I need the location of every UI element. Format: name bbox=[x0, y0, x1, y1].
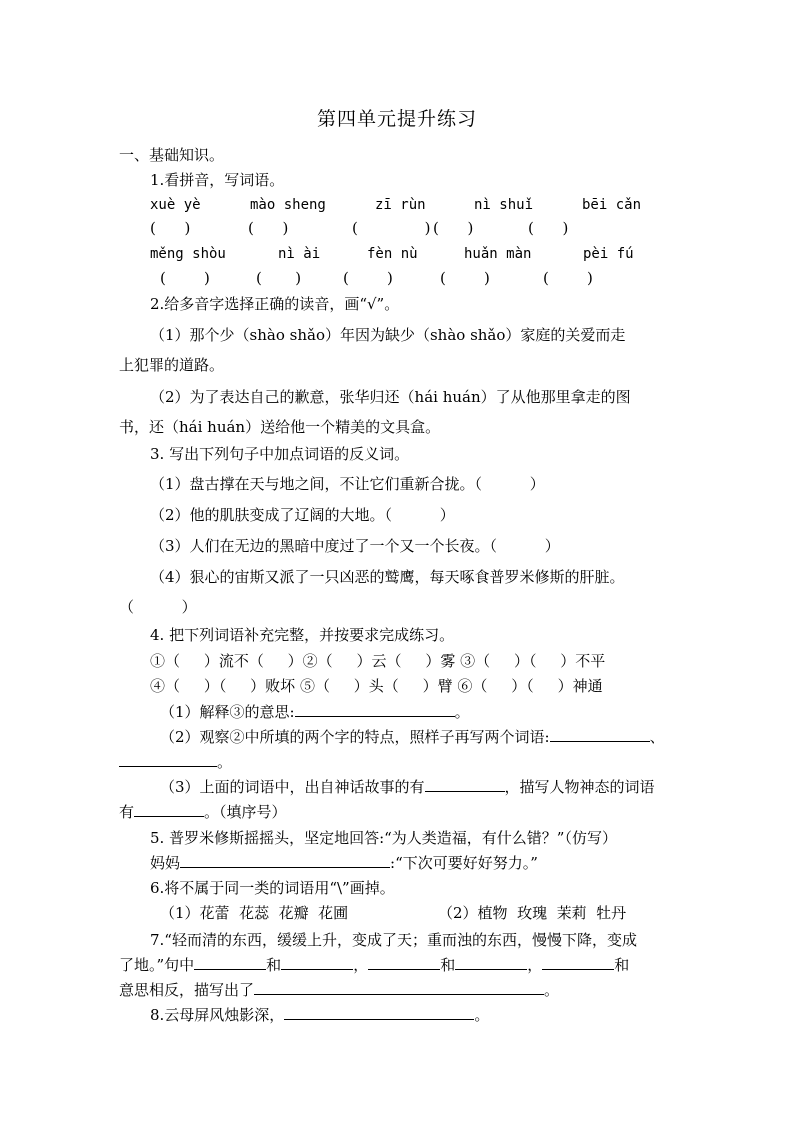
q3-item3: （3）人们在无边的黑暗中度过了一个又一个长夜。（ ） bbox=[150, 537, 560, 555]
answer-paren: ( ) bbox=[352, 219, 431, 237]
q4-idiom-row2: ④（ ）（ ）败坏 ⑤（ ）头（ ）臂 ⑥（ ）（ ）神通 bbox=[150, 677, 603, 695]
q4-sub3-line2: 有 。（填序号） bbox=[119, 803, 287, 821]
q7-line3: 意思相反，描写出了 。 bbox=[119, 981, 560, 999]
q2-item1-line2: 上犯罪的道路。 bbox=[119, 356, 225, 374]
pinyin-ni-shui: nì shuǐ bbox=[474, 197, 534, 213]
answer-paren: ( ) bbox=[150, 219, 191, 237]
q8-line: 8.云母屏风烛影深， 。 bbox=[150, 1006, 490, 1024]
q6-group2: （2）植物 玫瑰 茉莉 牡丹 bbox=[438, 904, 627, 922]
q5-line2: 妈妈 :“下次可要好好努力。” bbox=[150, 854, 538, 872]
answer-paren: ( ) bbox=[343, 269, 393, 287]
q4-sub3: （3）上面的词语中，出自神话故事的有 ，描写人物神态的词语 bbox=[160, 778, 655, 796]
answer-paren: ( ) bbox=[528, 219, 569, 237]
q2-heading: 2.给多音字选择正确的读音，画“√”。 bbox=[150, 295, 400, 313]
q2-item2-line2: 书，还（hái huán）送给他一个精美的文具盒。 bbox=[119, 418, 441, 436]
pinyin-zi-run: zī rùn bbox=[375, 197, 426, 213]
pinyin-huan-man: huǎn màn bbox=[464, 246, 532, 262]
q4-sub2: （2）观察②中所填的两个字的特点，照样子再写两个词语: 、 bbox=[160, 728, 665, 746]
q1-heading: 1.看拼音，写词语。 bbox=[150, 171, 285, 189]
pinyin-meng-shou: měng shòu bbox=[150, 246, 226, 262]
pinyin-xue-ye: xuè yè bbox=[150, 197, 201, 213]
q6-group1: （1）花蕾 花蕊 花瓣 花圃 bbox=[160, 904, 349, 922]
section-heading: 一、基础知识。 bbox=[119, 146, 225, 164]
q4-idiom-row1: ①（ ）流不（ ）②（ ）云（ ）雾 ③（ ）（ ）不平 bbox=[150, 652, 606, 670]
q3-item4-line2: （ ） bbox=[119, 598, 197, 616]
q7-line1: 7.“轻而清的东西，缓缓上升，变成了天；重而浊的东西，慢慢下降，变成 bbox=[150, 931, 637, 949]
answer-paren: ( ) bbox=[160, 269, 210, 287]
pinyin-pei-fu: pèi fú bbox=[583, 246, 634, 262]
pinyin-ni-ai: nì ài bbox=[278, 246, 321, 262]
answer-paren: ( ) bbox=[440, 269, 490, 287]
q6-heading: 6.将不属于同一类的词语用“\”画掉。 bbox=[150, 879, 395, 897]
q2-item1-line1: （1）那个少（shào shǎo）年因为缺少（shào shǎo）家庭的关爱而走 bbox=[150, 326, 626, 344]
pinyin-bei-can: bēi cǎn bbox=[582, 197, 642, 213]
pinyin-fen-nu: fèn nù bbox=[367, 246, 418, 262]
answer-paren: ( ) bbox=[248, 219, 289, 237]
q4-sub2-line2: 。 bbox=[119, 752, 232, 772]
q3-item4-line1: （4）狠心的宙斯又派了一只凶恶的鹫鹰，每天啄食普罗米修斯的肝脏。 bbox=[150, 568, 625, 586]
q3-item2: （2）他的肌肤变成了辽阔的大地。（ ） bbox=[150, 506, 455, 524]
answer-paren: ( ) bbox=[256, 269, 302, 287]
q7-line2: 了地。”句中 和 ， 和 ， 和 bbox=[119, 956, 630, 974]
pinyin-mao-sheng: mào sheng bbox=[250, 197, 326, 213]
answer-paren: ( ) bbox=[543, 269, 593, 287]
q4-sub1: （1）解释③的意思: 。 bbox=[160, 703, 470, 721]
q2-item2-line1: （2）为了表达自己的歉意，张华归还（hái huán）了从他那里拿走的图 bbox=[150, 388, 631, 406]
q3-heading: 3. 写出下列句子中加点词语的反义词。 bbox=[150, 445, 410, 463]
q5-line1: 5. 普罗米修斯摇摇头，坚定地回答:“为人类造福，有什么错？”（仿写） bbox=[150, 829, 617, 847]
q4-heading: 4. 把下列词语补充完整，并按要求完成练习。 bbox=[150, 626, 455, 644]
answer-paren: ( ) bbox=[433, 219, 474, 237]
q3-item1: （1）盘古撑在天与地之间，不让它们重新合拢。（ ） bbox=[150, 475, 545, 493]
page-title: 第四单元提升练习 bbox=[316, 108, 477, 130]
